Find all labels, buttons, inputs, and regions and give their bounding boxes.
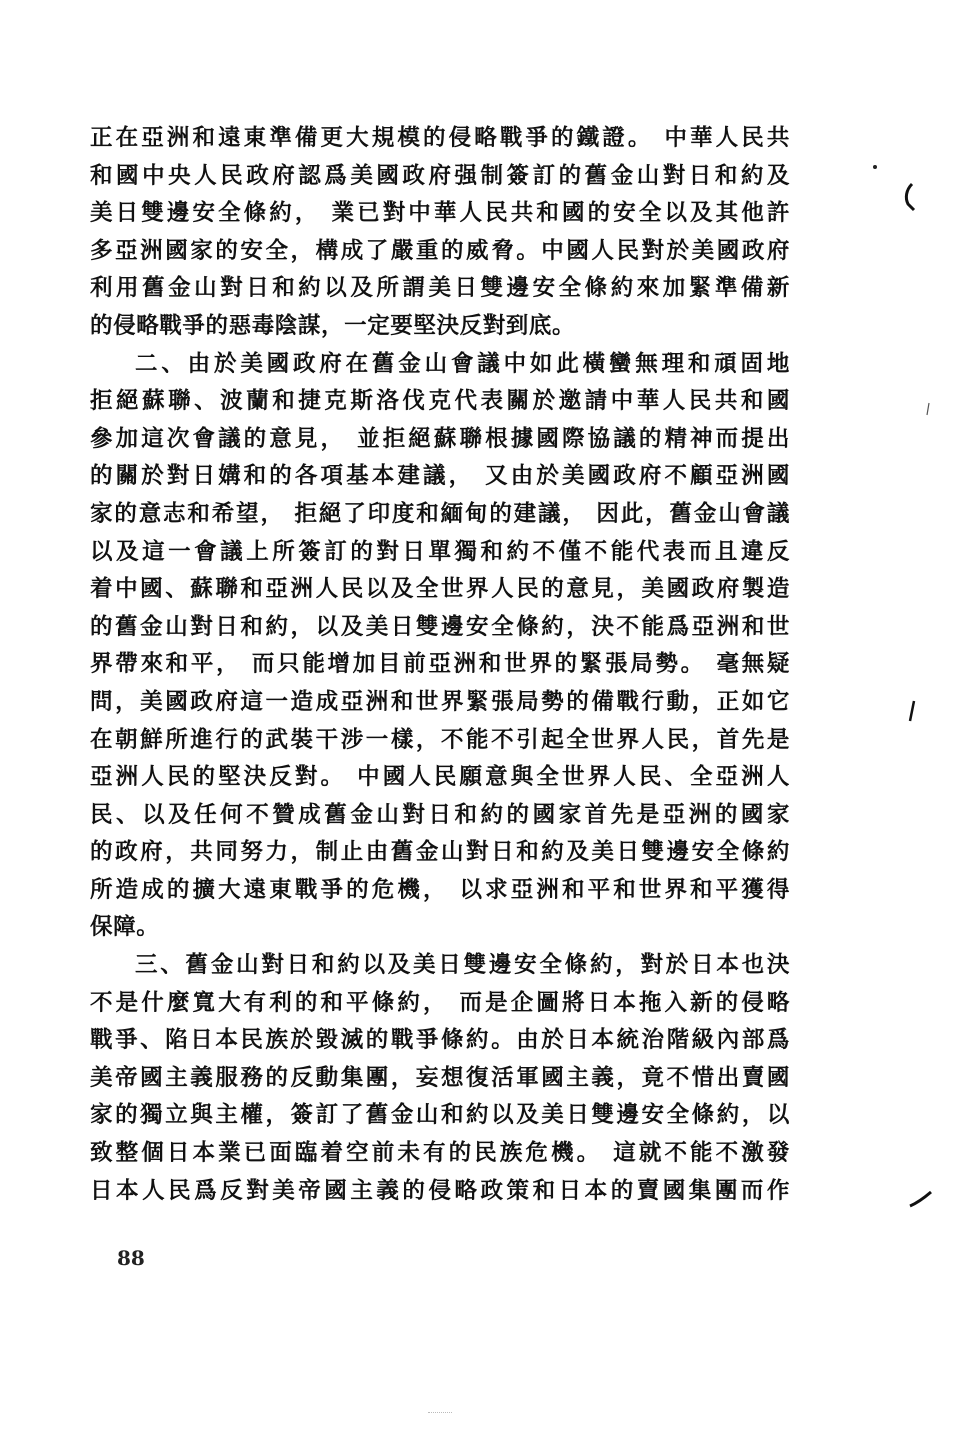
body-text (90, 120, 790, 1210)
text-line: 拒絕蘇聯、波蘭和捷克斯洛伐克代表關於邀請中華人民共和國 (90, 388, 790, 415)
text-line: 不是什麼寬大有利的和平條約， 而是企圖將日本拖入新的侵略 (90, 989, 790, 1016)
scan-mark-3 (925, 402, 931, 416)
text-line: 多亞洲國家的安全，構成了嚴重的威脅。中國人民對於美國政府 (90, 237, 790, 264)
paragraph-start-line: 二、由於美國政府在舊金山會議中如此橫蠻無理和頑固地 (135, 350, 790, 377)
text-line: 家的意志和希望， 拒絕了印度和緬甸的建議， 因此，舊金山會議 (90, 500, 790, 527)
text-line: 美帝國主義服務的反動集團，妄想復活軍國主義，竟不惜出賣國 (90, 1064, 790, 1091)
text-line: 界帶來和平， 而只能增加目前亞洲和世界的緊張局勢。 毫無疑 (90, 651, 790, 678)
text-line: 所造成的擴大遠東戰爭的危機， 以求亞洲和平和世界和平獲得 (90, 876, 790, 903)
page-number: 88 (117, 1246, 145, 1270)
text-line: 的侵略戰爭的惡毒陰謀，一定要堅決反對到底。 (90, 312, 576, 339)
text-line: 的政府，共同努力，制止由舊金山對日和約及美日雙邊安全條約 (90, 839, 790, 866)
text-line: 的舊金山對日和約，以及美日雙邊安全條約，決不能爲亞洲和世 (90, 613, 790, 640)
text-line: 民、以及任何不贊成舊金山對日和約的國家首先是亞洲的國家 (90, 801, 790, 828)
text-line: 問，美國政府這一造成亞洲和世界緊張局勢的備戰行動，正如它 (90, 688, 790, 715)
text-line: 的關於對日媾和的各項基本建議， 又由於美國政府不顧亞洲國 (90, 463, 790, 490)
text-line: 參加這次會議的意見， 並拒絕蘇聯根據國際協議的精神而提出 (90, 425, 790, 452)
scan-mark-4 (907, 700, 917, 722)
scan-dots (428, 1412, 452, 1415)
text-line: 以及這一會議上所簽訂的對日單獨和約不僅不能代表而且違反 (90, 538, 790, 565)
text-line: 戰爭、陷日本民族於毀滅的戰爭條約。由於日本統治階級內部爲 (90, 1027, 790, 1054)
text-line: 和國中央人民政府認爲美國政府强制簽訂的舊金山對日和約及 (90, 162, 790, 189)
text-line: 亞洲人民的堅決反對。 中國人民願意與全世界人民、全亞洲人 (90, 764, 790, 791)
scan-mark-5 (908, 1190, 934, 1208)
text-line: 日本人民爲反對美帝國主義的侵略政策和日本的賣國集團而作 (90, 1177, 790, 1204)
text-line: 在朝鮮所進行的武裝干涉一樣，不能不引起全世界人民，首先是 (90, 726, 790, 753)
text-line: 保障。 (90, 914, 160, 941)
text-line: 正在亞洲和遠東準備更大規模的侵略戰爭的鐵證。 中華人民共 (90, 125, 790, 151)
scan-mark-1 (872, 163, 878, 171)
text-line: 家的獨立與主權，簽訂了舊金山和約以及美日雙邊安全條約，以 (90, 1102, 790, 1129)
text-line: 利用舊金山對日和約以及所謂美日雙邊安全條約來加緊準備新 (90, 275, 790, 302)
text-line: 美日雙邊安全條約， 業已對中華人民共和國的安全以及其他許 (90, 200, 790, 227)
text-line: 致整個日本業已面臨着空前未有的民族危機。 這就不能不激發 (90, 1140, 790, 1167)
paragraph-start-line: 三、舊金山對日和約以及美日雙邊安全條約，對於日本也決 (135, 952, 790, 979)
text-line: 着中國、蘇聯和亞洲人民以及全世界人民的意見，美國政府製造 (90, 576, 790, 603)
scan-mark-2 (902, 182, 916, 212)
